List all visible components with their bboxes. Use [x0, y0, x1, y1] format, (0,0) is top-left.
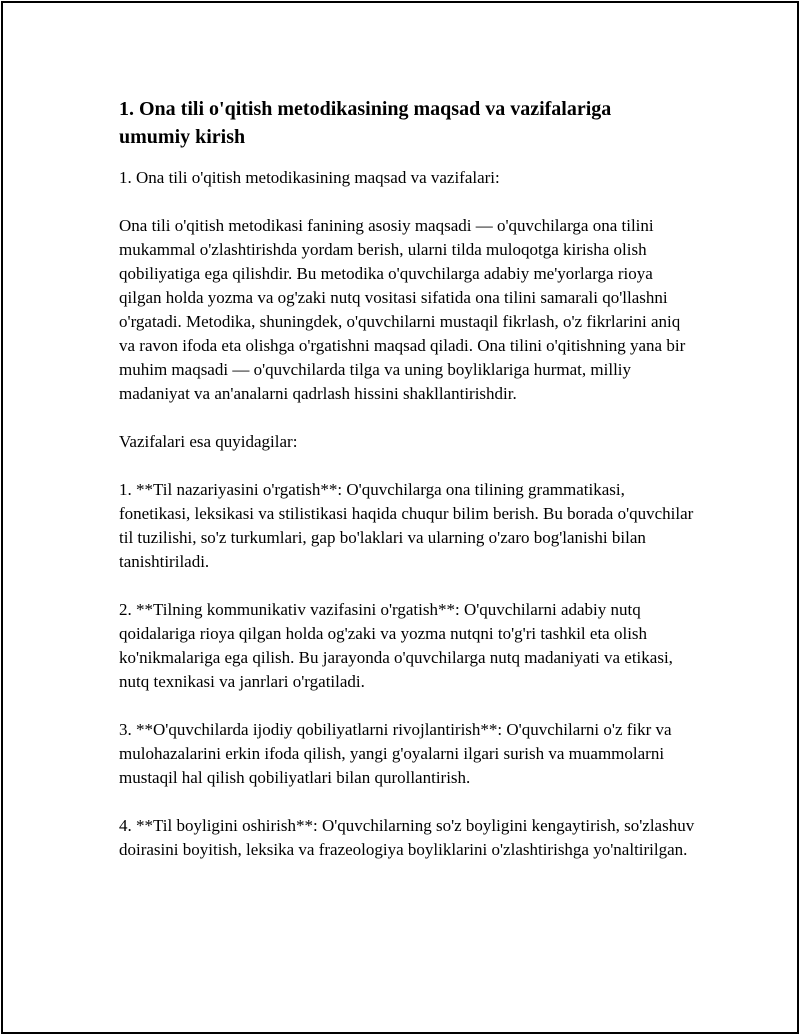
- document-body: [119, 95, 699, 886]
- paragraph-task-2: 2. **Tilning kommunikativ vazifasini o'rgatish**: O'quvchilarni adabiy nutq qoidalariga rioya qilgan holda og'zaki va yozma nutqni to'g'ri tashkil eta olish ko'nikmalariga ega qilish. Bu jarayonda o'quvchilarga nutq madaniyati va etikasi, nutq texnikasi va janrlari o'rgatiladi.: [119, 600, 673, 691]
- paragraph-tasks-heading: Vazifalari esa quyidagilar:: [119, 432, 298, 451]
- page-frame: [1, 1, 799, 1034]
- paragraph-task-1: 1. **Til nazariyasini o'rgatish**: O'quvchilarga ona tilining grammatikasi, fonetikasi, leksikasi va stilistikasi haqida chuqur bilim berish. Bu borada o'quvchilar til tuzilishi, so'z turkumlari, gap bo'laklari va ularning o'zaro bog'lanishi bilan tanishtiriladi.: [119, 480, 694, 571]
- paragraph-goals-body: Ona tili o'qitish metodikasi fanining asosiy maqsadi — o'quvchilarga ona tilini mukammal o'zlashtirishda yordam berish, ularni tilda muloqotga kirisha olish qobiliyatiga ega qilishdir. Bu metodika o'quvchilarga adabiy me'yorlarga rioya qilgan holda yozma va og'zaki nutq vositasi sifatida ona tilini samarali qo'llashni o'rgatadi. Metodika, shuningdek, o'quvchilarni mustaqil fikrlash, o'z fikrlarini aniq va ravon ifoda eta olishga o'rgatishni maqsad qiladi. Ona tilini o'qitishning yana bir muhim maqsadi — o'quvchilarda tilga va uning boyliklariga hurmat, milliy madaniyat va an'analarni qadrlash hissini shakllantirishdir.: [119, 216, 686, 403]
- paragraph-goals-heading: 1. Ona tili o'qitish metodikasining maqsad va vazifalari:: [119, 168, 500, 187]
- paragraph-task-3: 3. **O'quvchilarda ijodiy qobiliyatlarni rivojlantirish**: O'quvchilarni o'z fikr va mulohazalarini erkin ifoda qilish, yangi g'oyalarni ilgari surish va muammolarni mustaqil hal qilish qobiliyatlari bilan qurollantirish.: [119, 720, 672, 787]
- paragraph-task-4: 4. **Til boyligini oshirish**: O'quvchilarning so'z boyligini kengaytirish, so'zlashuv doirasini boyitish, leksika va frazeologiya boyliklarini o'zlashtirishga yo'naltirilgan.: [119, 816, 695, 859]
- document-title: 1. Ona tili o'qitish metodikasining maqsad va vazifalariga umumiy kirish: [119, 98, 612, 148]
